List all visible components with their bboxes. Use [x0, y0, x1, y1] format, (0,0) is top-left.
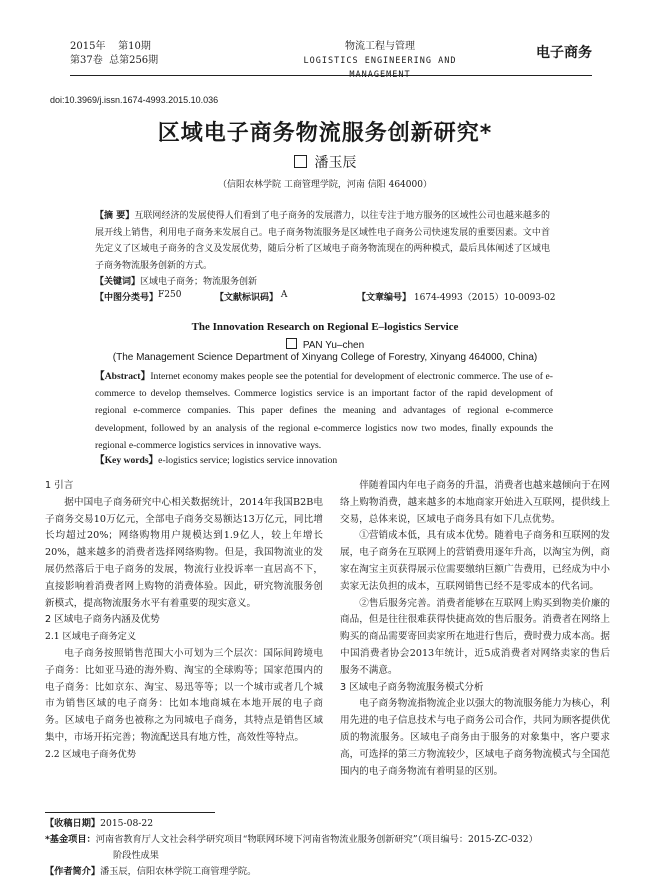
english-affiliation: (The Management Science Department of Xinyang College of Forestry, Xinyang 464000, China)	[112, 352, 538, 363]
paragraph: ①营销成本低，具有成本优势。随着电子商务和互联网的发展，电子商务在互联网上的营销费用逐年升高，以淘宝为例，商家在淘宝主页获得展示位需要缴纳巨额广告费用，已经成为中小卖家无法负担的成本，互联网销售已经不是零成本的代名词。	[340, 530, 610, 592]
english-author	[0, 338, 650, 351]
received-date	[45, 816, 610, 832]
keywords-en	[95, 452, 337, 466]
received-label: 【收稿日期】	[45, 818, 101, 829]
section-heading: 2 区域电子商务内涵及优势	[45, 614, 160, 626]
author-bio-label: 【作者简介】	[45, 866, 101, 877]
subsection-heading: 2.2 区域电子商务优势	[45, 748, 137, 760]
classification-line	[95, 290, 556, 304]
paragraph: 伴随着国内年电子商务的升温，消费者也越来越倾向于在网络上购物消费，越来越多的本地商家开始进入互联网，提供线上交易，总体来说，区域电子商务具有如下几点优势。	[340, 480, 610, 525]
abstract-en-text: Internet economy makes people see the potential for development of electronic commerce. The use of e-commerce to develop themselves. Commerce logistics service is an important factor of the rapid development of regional e-commerce companies. This paper defines the meaning and advantages of regional e-commerce development, followed by an analysis of the regional e-commerce logistics now two modes, finally expounds the regional e-commerce logistics services in innovative ways.	[95, 371, 553, 451]
author-bio	[45, 864, 610, 880]
fund-label: *基金项目：	[45, 834, 96, 845]
english-title: The Innovation Research on Regional E–logistics Service	[191, 321, 459, 333]
paragraph: 电子商务物流指物流企业以强大的物流服务能力为核心，利用先进的电子信息技术与电子商务公司合作，共同为顾客提供优质的物流服务。区域电子商务由于服务的对象集中，客户要求高，可选择的第三方物流较少，区域电子商务物流模式与全国范围内的电子商务物流有着明显的区别。	[340, 698, 610, 777]
footnote-rule	[45, 812, 215, 813]
paragraph: 据中国电子商务研究中心相关数据统计，2014年我国B2B电子商务交易10万亿元，全部电子商务交易额达13万亿元，同比增长均超过20%；网络购物用户规模达到1.9亿人，较上年增长20%，越来越多的消费者选择网络购物。但是，我国物流业的发展仍然落后于电子商务的发展，物流行业投诉率一直居高不下，直接影响着消费者网上购物的消费体验。因此，研究物流服务创新模式，提高物流服务水平有着重要的现实意义。	[45, 496, 323, 609]
body-column-left	[45, 478, 323, 764]
article-number	[357, 290, 556, 303]
article-no-value: 1674-4993（2015）10-0093-02	[413, 293, 556, 303]
paragraph: 电子商务按照销售范围大小可划为三个层次：国际间跨境电子商务：比如亚马逊的海外购、淘宝的全球购等；国家范围内的电子商务：比如京东、淘宝、易迅等等；以一个城市或者几个城市为销售区域的电子商务：比如本地商城在本地开展的电子商务。区域电子商务也被称之为同城电子商务，其特点是销售区域集中，市场开拓完善；物流配送具有地方性，高效性等特点。	[45, 647, 323, 743]
paper-title: 区域电子商务物流服务创新研究*	[157, 121, 493, 146]
fund-info	[45, 832, 610, 848]
paragraph: ②售后服务完善。消费者能够在互联网上购买到物美价廉的商品，但是往往很难获得快捷高效的售后服务。消费者在网络上购买的商品需要寄回卖家所在地进行售后，费时费力成本高。据中国消费者协会2013年统计，近5成消费者对网络卖家的售后服务不满意。	[340, 597, 610, 676]
journal-name-cn: 物流工程与管理	[345, 41, 415, 52]
article-no-label: 【文章编号】	[357, 293, 412, 303]
header-rule	[70, 75, 592, 76]
section-heading: 1 引言	[45, 480, 74, 491]
author-bio-value: 潘玉辰，信阳农林学院工商管理学院。	[100, 866, 257, 877]
footnote	[45, 816, 610, 880]
section-heading: 3 区域电子商务物流服务模式分析	[340, 681, 484, 693]
clc-label: 【中图分类号】	[95, 293, 159, 303]
section-name: 电子商务	[536, 45, 592, 61]
author-en-box-icon	[286, 338, 297, 349]
author-box-icon	[294, 155, 307, 168]
subsection-heading: 2.1 区域电子商务定义	[45, 631, 137, 643]
keywords-cn	[95, 274, 257, 287]
issue-line-2: 第37卷 总第256期	[70, 55, 159, 66]
keywords-cn-text: 区域电子商务；物流服务创新	[140, 277, 258, 287]
abstract-cn	[95, 208, 550, 274]
received-value: 2015-08-22	[100, 818, 154, 829]
keywords-cn-label: 【关键词】	[95, 277, 141, 287]
fund-value: 河南省教育厅人文社会科学研究项目“物联网环境下河南省物流业服务创新研究”（项目编号：2015-ZC-032）	[95, 834, 538, 845]
clc-number	[95, 290, 182, 303]
abstract-cn-text: 互联网经济的发展使得人们看到了电子商务的发展潜力，以往专注于地方服务的区域性公司也越来越多的展开线上销售，利用电子商务来发展自己。电子商务物流服务是区域性电子商务公司快速发展的重要因素。文中首先定义了区域电子商务的含义及发展优势，随后分析了区域电子商务物流现在的两种模式，最后具体阐述了区域电子商务物流服务创新的方式。	[95, 211, 550, 271]
abstract-en-label: 【Abstract】	[95, 371, 151, 382]
issue-line-1: 2015年 第10期	[70, 41, 151, 52]
issue-info	[70, 40, 158, 68]
affiliation: （信阳农林学院 工商管理学院，河南 信阳 464000）	[218, 180, 432, 190]
body-column-right	[340, 478, 610, 780]
doc-code-label: 【文献标识码】	[215, 293, 279, 303]
clc-value: F250	[158, 290, 182, 300]
doc-code	[215, 290, 288, 303]
keywords-en-label: 【Key words】	[95, 455, 159, 466]
author-name: 潘玉辰	[314, 155, 357, 171]
author	[0, 152, 650, 172]
journal-name-en: LOGISTICS ENGINEERING AND MANAGEMENT	[303, 56, 457, 80]
running-header	[70, 40, 592, 80]
keywords-en-text: e-logistics service; logistics service innovation	[158, 455, 338, 466]
doc-code-value: A	[280, 290, 288, 300]
abstract-en	[95, 368, 553, 454]
abstract-cn-label: 【摘 要】	[95, 211, 135, 221]
author-en-name: PAN Yu–chen	[302, 340, 365, 351]
fund-info-cont: 阶段性成果	[113, 850, 159, 861]
doi: doi:10.3969/j.issn.1674-4993.2015.10.036	[50, 95, 219, 105]
